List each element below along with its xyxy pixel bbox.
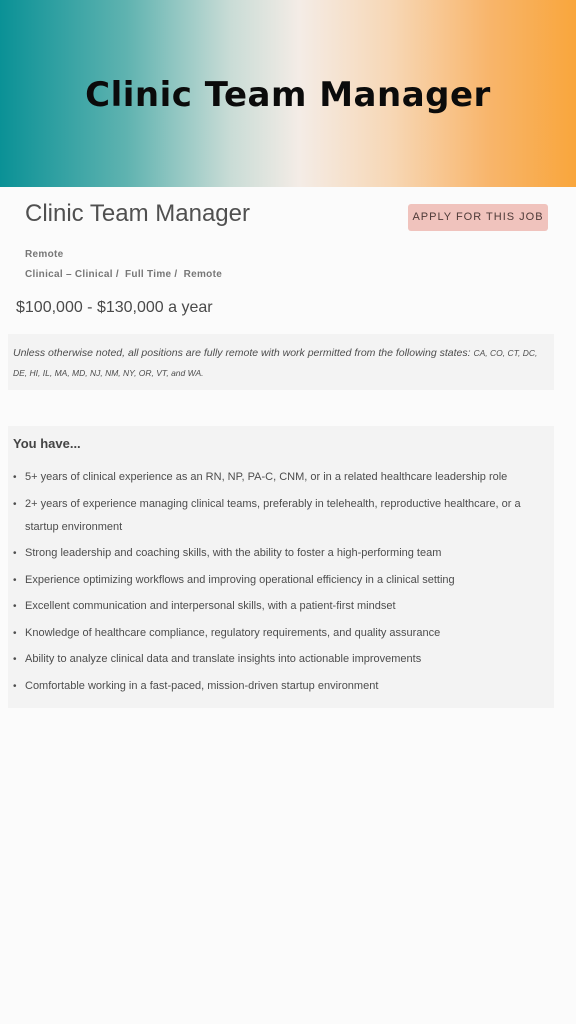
- notice-body: Unless otherwise noted, all positions are fully remote with work permitted from the following states:: [13, 347, 471, 359]
- bullet-icon: •: [13, 472, 17, 483]
- bullet-icon: •: [13, 654, 17, 665]
- list-item: • Knowledge of healthcare compliance, regulatory requirements, and quality assurance: [8, 622, 548, 645]
- job-workplace: Remote: [183, 269, 223, 280]
- remote-notice-text: [13, 343, 549, 383]
- job-team: Clinical: [74, 269, 113, 280]
- job-meta: Clinical – Clinical / Full Time / Remote: [25, 269, 223, 280]
- bullet-icon: •: [13, 601, 17, 612]
- requirements-section: [8, 426, 554, 708]
- list-item: • Strong leadership and coaching skills, with the ability to foster a high-performing team: [8, 542, 548, 565]
- hero-title: Clinic Team Manager: [85, 75, 491, 115]
- bullet-icon: •: [13, 680, 17, 692]
- list-item: • Excellent communication and interpersonal skills, with a patient-first mindset: [8, 595, 548, 618]
- list-item: • 5+ years of clinical experience as an RN, NP, PA-C, CNM, or in a related healthcare leadership role: [8, 466, 548, 489]
- apply-button[interactable]: APPLY FOR THIS JOB: [408, 204, 548, 231]
- job-location: Remote: [25, 249, 64, 260]
- list-item: • Ability to analyze clinical data and translate insights into actionable improvements: [8, 648, 548, 671]
- job-title: Clinic Team Manager: [25, 200, 250, 227]
- bullet-icon: •: [13, 498, 17, 510]
- list-item: • Experience optimizing workflows and improving operational efficiency in a clinical setting: [8, 569, 548, 592]
- job-commitment: Full Time: [125, 269, 172, 280]
- salary-range: $100,000 - $130,000 a year: [16, 299, 213, 316]
- notice-states: CA, CO, CT, DC, DE, HI, IL, MA, MD, NJ, NM, NY, OR, VT, and WA.: [13, 348, 538, 378]
- list-item: • Comfortable working in a fast-paced, mission-driven startup environment: [8, 675, 548, 698]
- bullet-icon: •: [13, 548, 17, 559]
- remote-notice: [8, 334, 554, 390]
- requirements-list: [8, 466, 548, 701]
- list-item: • 2+ years of experience managing clinical teams, preferably in telehealth, reproductive healthcare, or a startup environment: [8, 493, 548, 539]
- hero-banner: [0, 0, 576, 187]
- job-department: Clinical: [25, 269, 63, 280]
- requirements-title: You have...: [13, 436, 81, 451]
- bullet-icon: •: [13, 627, 17, 639]
- bullet-icon: •: [13, 574, 17, 586]
